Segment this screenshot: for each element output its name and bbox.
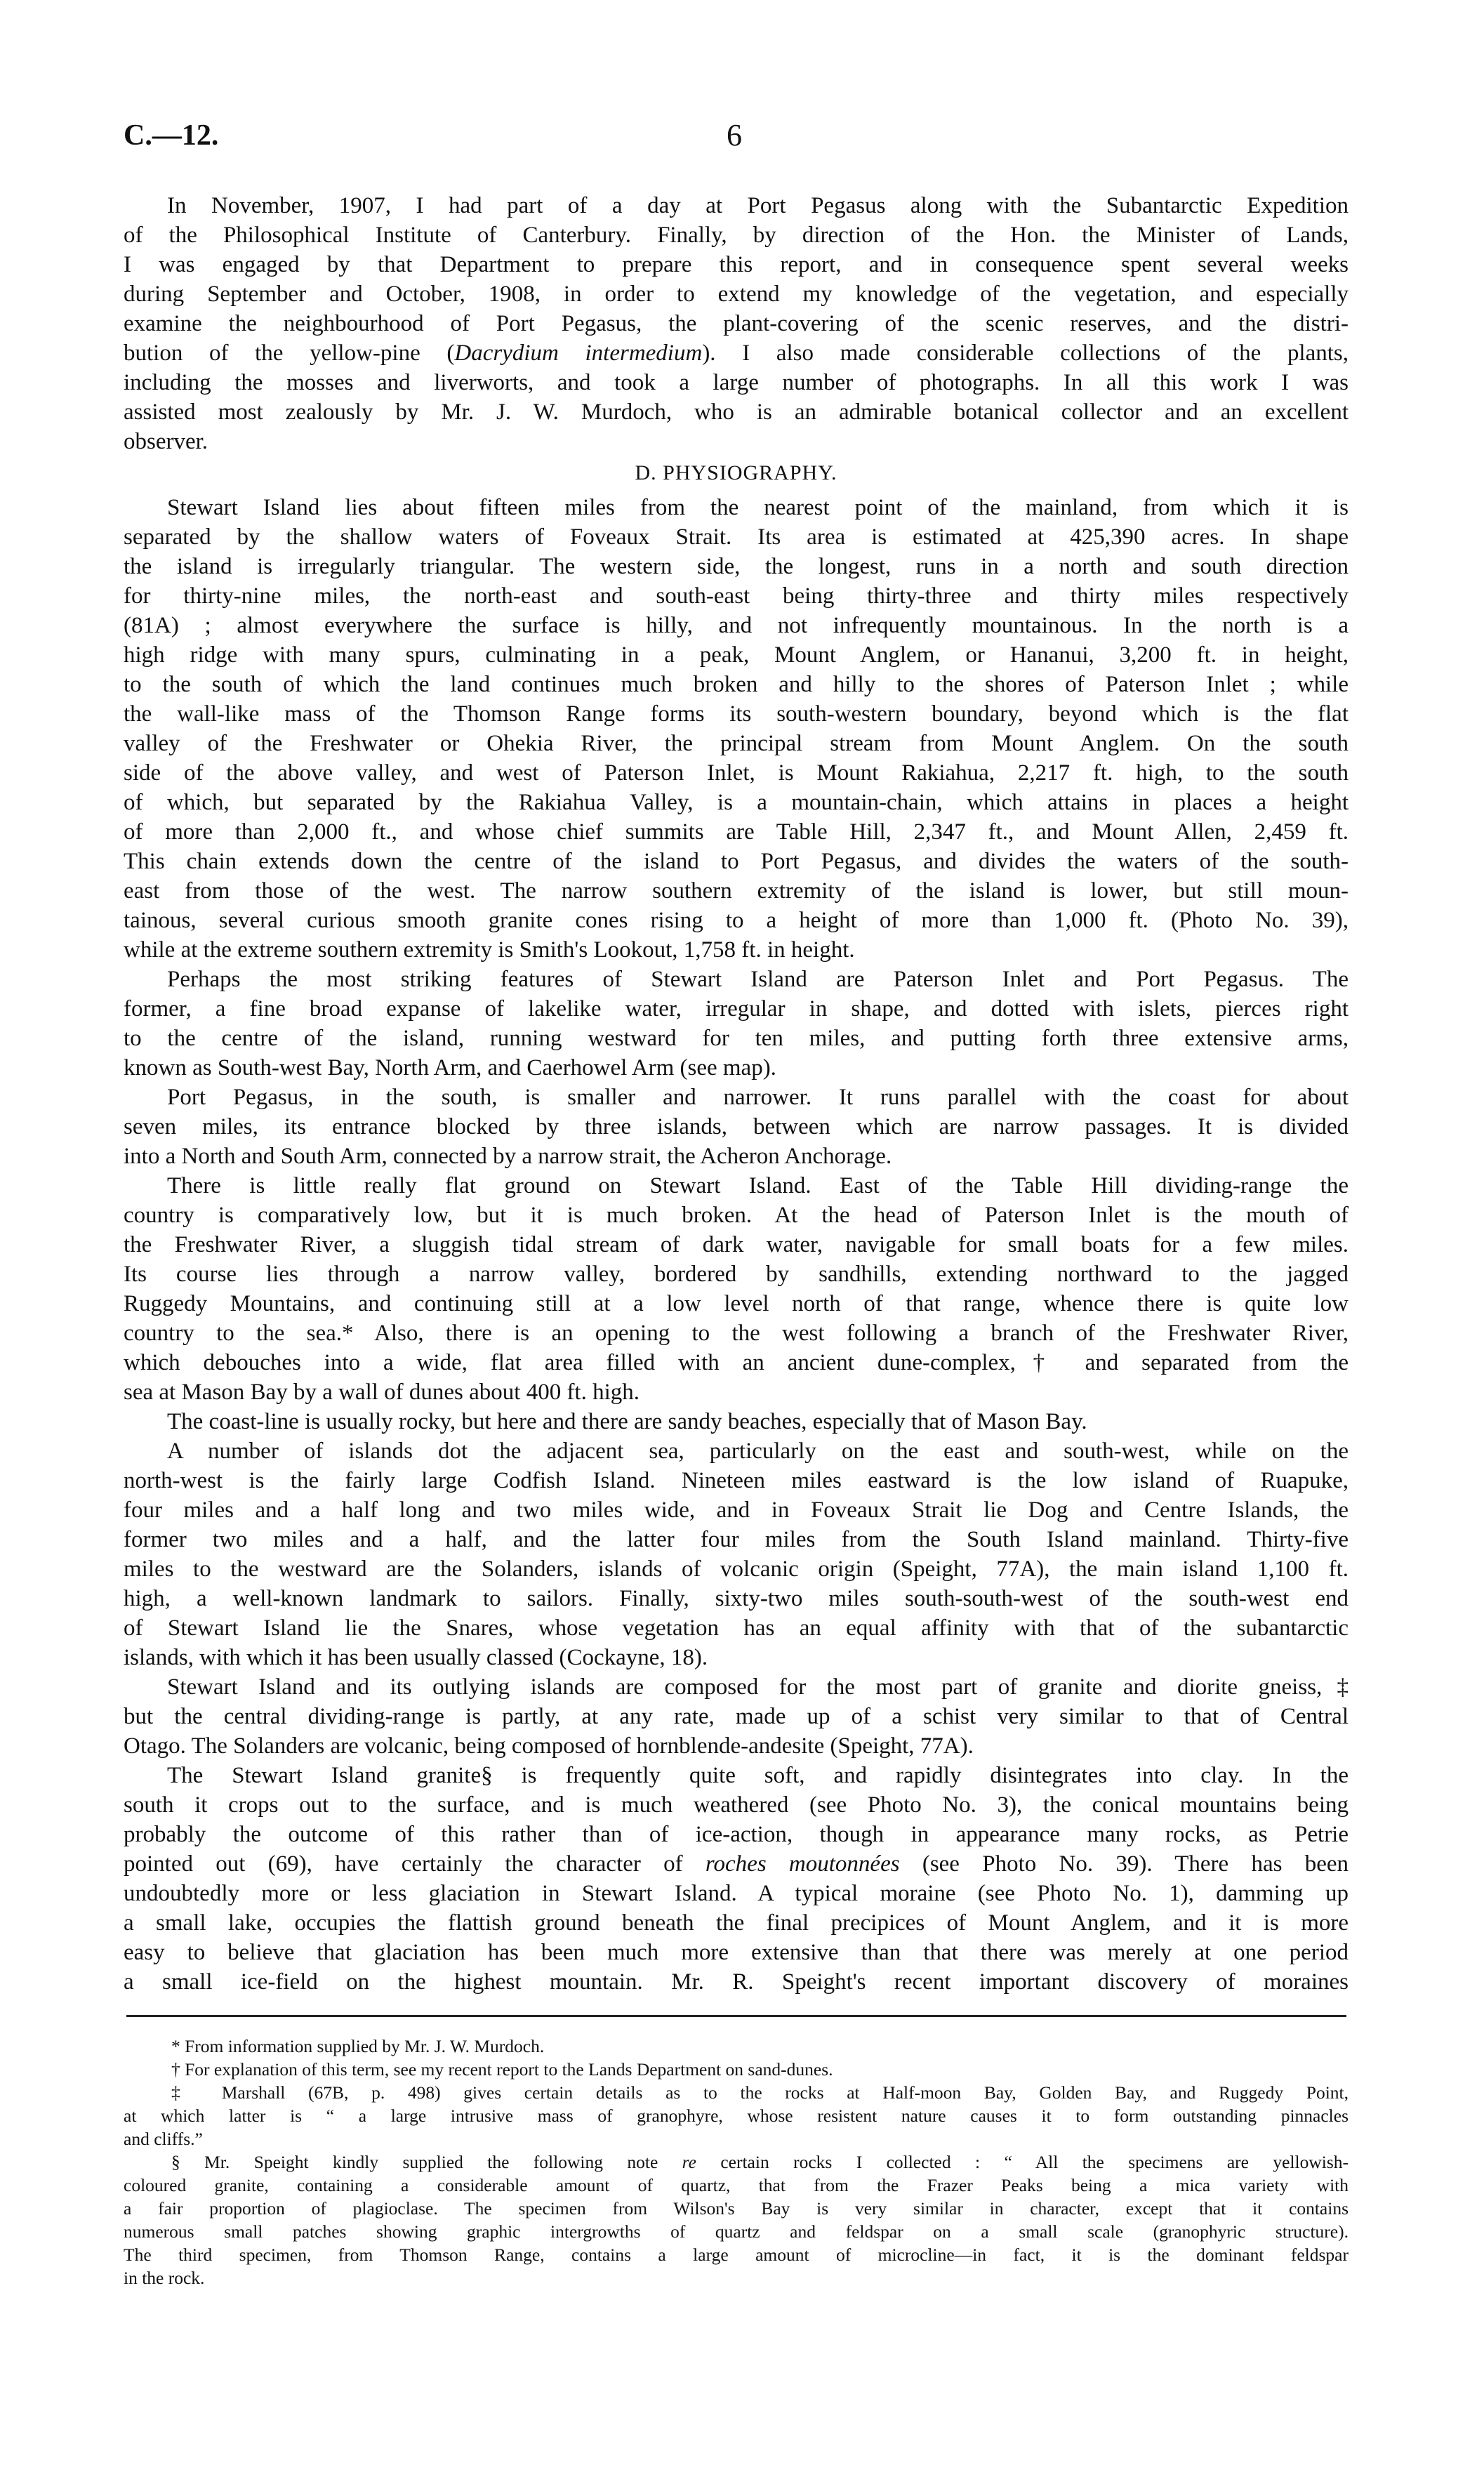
text-segment: certain rocks I collected : “ All the specimens are yellowish- xyxy=(696,2152,1349,2172)
footnote-divider xyxy=(126,2015,1346,2017)
text-line: examine the neighbourhood of Port Pegasus, the plant-covering of the scenic reserves, and the distri- xyxy=(124,311,1349,336)
text-line: islands, with which it has been usually classed (Cockayne, 18). xyxy=(124,1645,708,1670)
text-line: of more than 2,000 ft., and whose chief summits are Table Hill, 2,347 ft., and Mount Allen, 2,459 ft. xyxy=(124,819,1349,845)
text-line: I was engaged by that Department to prepare this report, and in consequence spent several weeks xyxy=(124,252,1349,277)
text-line: a small ice-field on the highest mountain. Mr. R. Speight's recent important discovery of moraines xyxy=(124,1969,1349,1995)
text-line: country is comparatively low, but it is much broken. At the head of Paterson Inlet is the mouth of xyxy=(124,1203,1349,1228)
text-line xyxy=(124,1849,1349,1879)
text-line: seven miles, its entrance blocked by three islands, between which are narrow passages. It is divided xyxy=(124,1114,1349,1139)
text-line: There is little really flat ground on Stewart Island. East of the Table Hill dividing-range the xyxy=(167,1173,1349,1198)
text-line: Otago. The Solanders are volcanic, being composed of hornblende-andesite (Speight, 77A). xyxy=(124,1733,974,1759)
text-line: undoubtedly more or less glaciation in Stewart Island. A typical moraine (see Photo No. 1), damming up xyxy=(124,1881,1349,1906)
paragraph xyxy=(124,2150,1349,2289)
text-line: the island is irregularly triangular. The western side, the longest, runs in a north and south direction xyxy=(124,554,1349,579)
text-line: coloured granite, containing a considerable amount of quartz, that from the Frazer Peaks being a mica variety with xyxy=(124,2175,1349,2195)
text-line: assisted most zealously by Mr. J. W. Murdoch, who is an admirable botanical collector and an excellent xyxy=(124,399,1349,425)
text-line: This chain extends down the centre of the island to Port Pegasus, and divides the waters of the south- xyxy=(124,849,1349,874)
text-line: and cliffs.” xyxy=(124,2129,203,2149)
text-line xyxy=(124,338,1349,368)
text-line: a small lake, occupies the flattish ground beneath the final precipices of Mount Anglem, and it is more xyxy=(124,1910,1349,1936)
text-line: easy to believe that glaciation has been much more extensive than that there was merely at one period xyxy=(124,1940,1349,1965)
text-line: ‡ Marshall (67B, p. 498) gives certain details as to the rocks at Half-moon Bay, Golden Bay, and Ruggedy Point, xyxy=(171,2082,1349,2103)
paragraph xyxy=(124,1761,1349,1997)
paragraph xyxy=(124,1083,1349,1171)
text-line: The third specimen, from Thomson Range, contains a large amount of microcline—in fact, it is the dominant feldspar xyxy=(124,2245,1349,2265)
text-line: (81A) ; almost everywhere the surface is hilly, and not infrequently mountainous. In the north is a xyxy=(124,613,1349,638)
paragraph xyxy=(124,2058,1349,2081)
paragraph xyxy=(124,1436,1349,1672)
text-line: The coast-line is usually rocky, but here and there are sandy beaches, especially that of Mason Bay. xyxy=(167,1409,1087,1434)
text-line: of the Philosophical Institute of Canterbury. Finally, by direction of the Hon. the Minister of Lands, xyxy=(124,223,1349,248)
text-line: Port Pegasus, in the south, is smaller and narrower. It runs parallel with the coast for about xyxy=(167,1085,1349,1110)
text-line: numerous small patches showing graphic intergrowths of quartz and feldspar on a small scale (granophyric structure). xyxy=(124,2221,1349,2242)
text-line: Ruggedy Mountains, and continuing still at a low level north of that range, whence there is quite low xyxy=(124,1291,1349,1316)
text-line: which debouches into a wide, flat area filled with an ancient dune-complex,† and separated from the xyxy=(124,1350,1349,1375)
text-line: south it crops out to the surface, and is much weathered (see Photo No. 3), the conical mountains being xyxy=(124,1792,1349,1818)
text-line: of which, but separated by the Rakiahua Valley, is a mountain-chain, which attains in places a height xyxy=(124,790,1349,815)
text-line: at which latter is “ a large intrusive mass of granophyre, whose resistent nature causes it to form outstanding pinnacles xyxy=(124,2106,1349,2126)
body-text xyxy=(124,191,1349,1997)
text-line: In November, 1907, I had part of a day at Port Pegasus along with the Subantarctic Expedition xyxy=(167,193,1349,218)
text-line: including the mosses and liverworts, and took a large number of photographs. In all this work I was xyxy=(124,370,1349,395)
italic-text: Dacrydium intermedium xyxy=(454,341,703,366)
text-line: a fair proportion of plagioclase. The specimen from Wilson's Bay is very similar in character, except that it contains xyxy=(124,2198,1349,2219)
paragraph xyxy=(124,1171,1349,1407)
text-line: high, a well-known landmark to sailors. Finally, sixty-two miles south-south-west of the south-west end xyxy=(124,1586,1349,1611)
paragraph xyxy=(124,493,1349,965)
text-line: high ridge with many spurs, culminating in a peak, Mount Anglem, or Hananui, 3,200 ft. in height, xyxy=(124,642,1349,668)
text-line: for thirty-nine miles, the north-east and south-east being thirty-three and thirty miles respectively xyxy=(124,583,1349,609)
text-line: but the central dividing-range is partly, at any rate, made up of a schist very similar to that of Central xyxy=(124,1704,1349,1729)
text-line: the Freshwater River, a sluggish tidal stream of dark water, navigable for small boats for a few miles. xyxy=(124,1232,1349,1257)
text-line: valley of the Freshwater or Ohekia River, the principal stream from Mount Anglem. On the south xyxy=(124,731,1349,756)
paragraph xyxy=(124,2081,1349,2150)
text-line: The Stewart Island granite§ is frequently quite soft, and rapidly disintegrates into clay. In the xyxy=(167,1763,1349,1788)
text-line: observer. xyxy=(124,429,208,454)
paragraph xyxy=(124,2035,1349,2058)
text-line: A number of islands dot the adjacent sea, particularly on the east and south-west, while on the xyxy=(167,1439,1349,1464)
text-segment: § Mr. Speight kindly supplied the following note xyxy=(171,2152,682,2172)
paragraph xyxy=(124,1407,1349,1436)
text-line: former two miles and a half, and the latter four miles from the South Island mainland. Thirty-five xyxy=(124,1527,1349,1552)
italic-text: roches moutonnées xyxy=(705,1851,900,1877)
text-line: into a North and South Arm, connected by a narrow strait, the Acheron Anchorage. xyxy=(124,1144,892,1169)
text-line: Stewart Island and its outlying islands are composed for the most part of granite and diorite gneiss,‡ xyxy=(167,1674,1349,1700)
paragraph xyxy=(124,191,1349,456)
text-line: * From information supplied by Mr. J. W. Murdoch. xyxy=(171,2036,545,2056)
text-line: probably the outcome of this rather than of ice-action, though in appearance many rocks, as Petrie xyxy=(124,1822,1349,1847)
text-line: of Stewart Island lie the Snares, whose vegetation has an equal affinity with that of the subantarctic xyxy=(124,1615,1349,1641)
document-reference: C.—12. xyxy=(124,119,219,152)
text-line: † For explanation of this term, see my recent report to the Lands Department on sand-dunes. xyxy=(171,2059,833,2080)
text-line: Its course lies through a narrow valley, bordered by sandhills, extending northward to the jagged xyxy=(124,1262,1349,1287)
text-line: while at the extreme southern extremity is Smith's Lookout, 1,758 ft. in height. xyxy=(124,937,855,963)
text-line: tainous, several curious smooth granite cones rising to a height of more than 1,000 ft. (Photo No. 39), xyxy=(124,908,1349,933)
paragraph xyxy=(124,965,1349,1083)
text-line: separated by the shallow waters of Foveaux Strait. Its area is estimated at 425,390 acres. In shape xyxy=(124,524,1349,550)
text-line: the wall-like mass of the Thomson Range forms its south-western boundary, beyond which is the flat xyxy=(124,701,1349,727)
text-line: to the centre of the island, running westward for ten miles, and putting forth three extensive arms, xyxy=(124,1026,1349,1051)
text-line: sea at Mason Bay by a wall of dunes about 400 ft. high. xyxy=(124,1380,640,1405)
text-line: former, a fine broad expanse of lakelike water, irregular in shape, and dotted with islets, pierces right xyxy=(124,996,1349,1022)
text-line: side of the above valley, and west of Paterson Inlet, is Mount Rakiahua, 2,217 ft. high, to the south xyxy=(124,760,1349,786)
paragraph xyxy=(124,1672,1349,1761)
text-line: four miles and a half long and two miles wide, and in Foveaux Strait lie Dog and Centre Islands, the xyxy=(124,1498,1349,1523)
footnotes xyxy=(124,2035,1349,2289)
text-line: country to the sea.* Also, there is an opening to the west following a branch of the Freshwater River, xyxy=(124,1321,1349,1346)
text-line: north-west is the fairly large Codfish Island. Nineteen miles eastward is the low island of Ruapuke, xyxy=(124,1468,1349,1493)
text-segment: pointed out (69), have certainly the character of xyxy=(124,1851,705,1877)
text-line: Perhaps the most striking features of Stewart Island are Paterson Inlet and Port Pegasus. The xyxy=(167,967,1349,992)
section-heading: D. PHYSIOGRAPHY. xyxy=(635,461,837,484)
page-number: 6 xyxy=(727,118,742,152)
text-line: east from those of the west. The narrow southern extremity of the island is lower, but still moun- xyxy=(124,878,1349,904)
text-segment: bution of the yellow-pine ( xyxy=(124,341,455,366)
text-line xyxy=(124,2150,1349,2174)
text-line: known as South-west Bay, North Arm, and Caerhowel Arm (see map). xyxy=(124,1055,776,1080)
italic-text: re xyxy=(682,2152,696,2172)
text-line: in the rock. xyxy=(124,2268,205,2288)
text-segment: (see Photo No. 39). There has been xyxy=(899,1851,1349,1877)
text-line: miles to the westward are the Solanders, islands of volcanic origin (Speight, 77A), the main island 1,100 ft. xyxy=(124,1556,1349,1582)
text-line: during September and October, 1908, in order to extend my knowledge of the vegetation, and especially xyxy=(124,282,1349,307)
text-line: Stewart Island lies about fifteen miles from the nearest point of the mainland, from which it is xyxy=(167,495,1349,520)
text-line: to the south of which the land continues much broken and hilly to the shores of Paterson Inlet ; while xyxy=(124,672,1349,697)
text-segment: ). I also made considerable collections of the plants, xyxy=(702,341,1349,366)
